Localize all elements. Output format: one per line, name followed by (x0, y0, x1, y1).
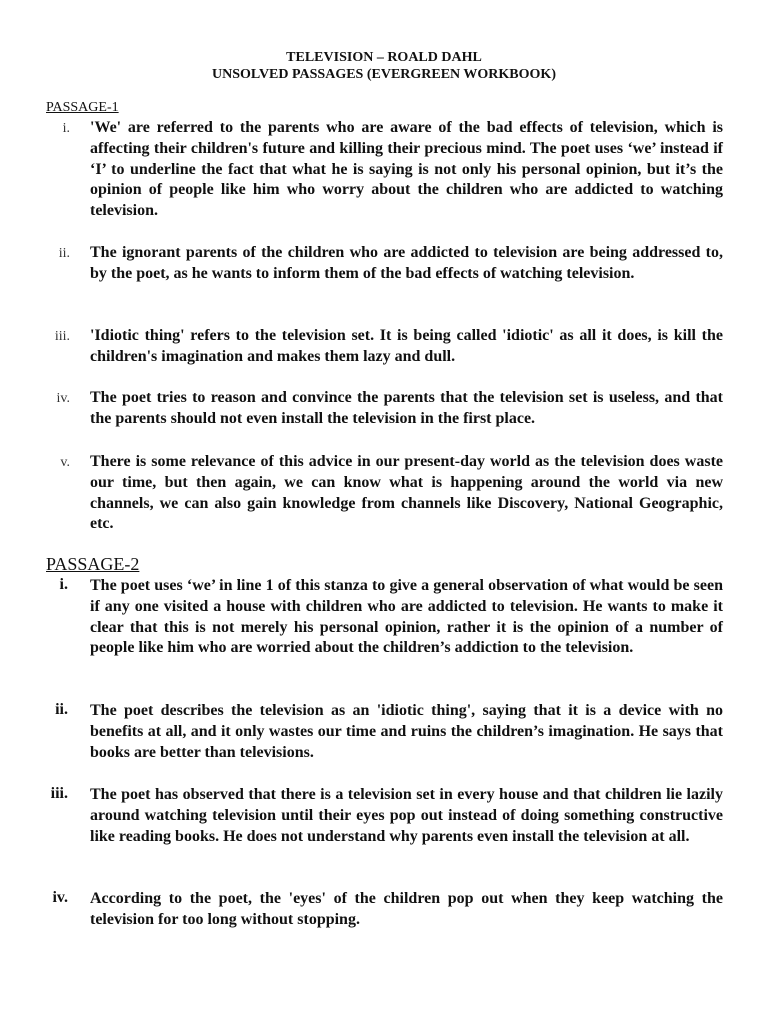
p1-item-text: The ignorant parents of the children who are addicted to television are being addressed to, by the poet, as he wants to inform them of the bad effects of watching television. (90, 244, 723, 282)
p2-item-text: According to the poet, the 'eyes' of the children pop out when they keep watching the television for too long without stopping. (90, 890, 723, 928)
p2-item-number: i. (59, 576, 68, 593)
p2-item-number: iv. (52, 889, 68, 906)
p1-item-text: There is some relevance of this advice in our present-day world as the television does waste our time, but then again, we can know what is happening around the world via new channels, we can also gain knowledge from channels like Discovery, National Geographic, etc. (90, 453, 723, 533)
document-subtitle: UNSOLVED PASSAGES (EVERGREEN WORKBOOK) (212, 67, 556, 82)
p2-item-text: The poet describes the television as an 'idiotic thing', saying that it is a device with no benefits at all, and it only wastes our time and ruins the children’s imagination. He says that books are better than televisions. (90, 702, 723, 761)
p2-item-text: The poet has observed that there is a television set in every house and that children lie lazily around watching television until their eyes pop out instead of doing something constructive like reading books. He does not understand why parents even install the television at all. (90, 786, 723, 845)
p1-item-text: The poet tries to reason and convince the parents that the television set is useless, and that the parents should not even install the television in the first place. (90, 389, 723, 427)
p2-item-number: iii. (50, 785, 68, 802)
p2-item-text: The poet uses ‘we’ in line 1 of this stanza to give a general observation of what would be seen if any one visited a house with children who are addicted to television. He wants to make it clear that this is not merely his personal opinion, rather it is the opinion of a number of people like him who are worried about the children’s addiction to the television. (90, 577, 723, 657)
p1-item-number: ii. (58, 246, 70, 261)
p1-item-number: iv. (56, 391, 70, 406)
passage-2-heading: PASSAGE-2 (46, 554, 140, 574)
p1-item-number: v. (60, 455, 70, 470)
passage-1-heading: PASSAGE-1 (46, 100, 119, 115)
p1-item-number: i. (62, 121, 70, 136)
document-title: TELEVISION – ROALD DAHL (286, 50, 482, 65)
p2-item-number: ii. (55, 701, 68, 718)
p1-item-text: 'We' are referred to the parents who are aware of the bad effects of television, which is affecting their children's future and killing their precious mind. The poet uses ‘we’ instead if ‘I’ to underline the fact that what he is saying is not only his personal opinion, but it’s the opinion of people like him who worry about the children who are addicted to watching television. (90, 119, 723, 220)
p1-item-text: 'Idiotic thing' refers to the television set. It is being called 'idiotic' as all it does, is kill the children's imagination and makes them lazy and dull. (90, 327, 723, 365)
p1-item-number: iii. (54, 329, 70, 344)
